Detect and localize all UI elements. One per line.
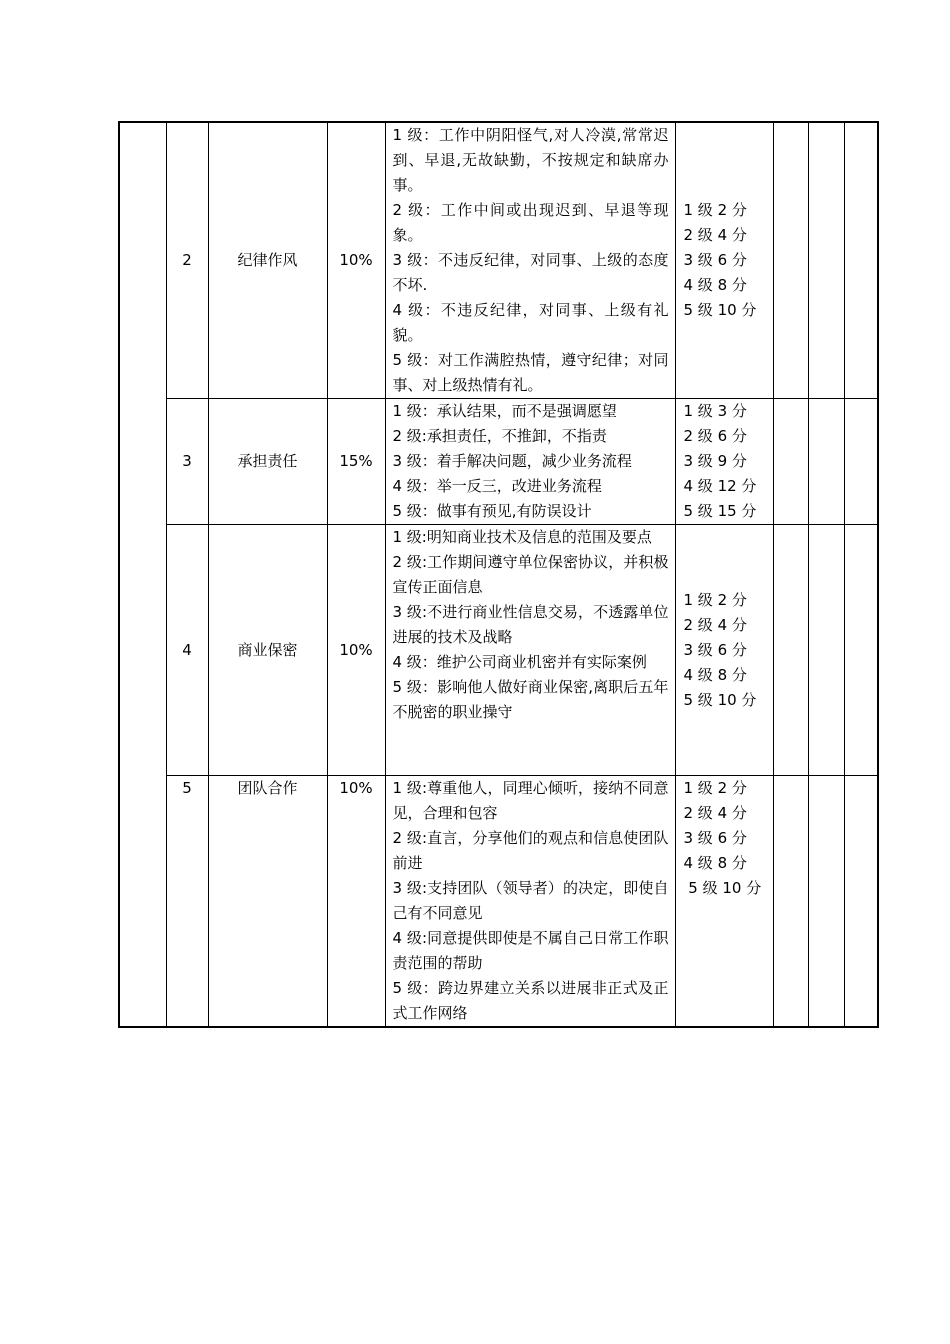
level-description: 1 级：承认结果，而不是强调愿望 xyxy=(392,402,617,420)
blank-cell xyxy=(808,525,844,776)
item-name: 承担责任 xyxy=(208,399,327,525)
blank-cell xyxy=(844,776,878,1028)
level-description: 2 级:工作期间遵守单位保密协议，并积极宣传正面信息 xyxy=(392,553,669,596)
level-description: 3 级:支持团队（领导者）的决定，即使自己有不同意见 xyxy=(392,879,669,922)
evaluation-table xyxy=(118,121,879,1028)
level-score: 4 级 8 分 xyxy=(683,665,747,684)
level-score: 3 级 9 分 xyxy=(683,452,747,470)
item-number: 3 xyxy=(166,399,208,525)
level-description: 4 级:同意提供即使是不属自己日常工作职责范围的帮助 xyxy=(392,929,669,972)
level-scores xyxy=(675,776,773,1028)
level-descriptions xyxy=(385,399,675,525)
blank-cell xyxy=(773,776,808,1028)
level-description: 3 级：不违反纪律，对同事、上级的态度不坏. xyxy=(392,251,669,294)
blank-cell xyxy=(773,525,808,776)
blank-cell xyxy=(808,776,844,1028)
level-score: 4 级 8 分 xyxy=(683,854,747,872)
blank-cell xyxy=(844,399,878,525)
level-description: 2 级:承担责任，不推卸，不指责 xyxy=(392,427,607,445)
level-score: 5 级 15 分 xyxy=(683,502,757,520)
category-cell xyxy=(119,122,166,1027)
item-name: 团队合作 xyxy=(208,776,327,1028)
level-description: 3 级:不进行商业性信息交易，不透露单位进展的技术及战略 xyxy=(392,603,669,646)
level-description: 4 级：不违反纪律，对同事、上级有礼貌。 xyxy=(392,301,669,344)
blank-cell xyxy=(773,399,808,525)
blank-cell xyxy=(808,399,844,525)
blank-cell xyxy=(844,525,878,776)
level-scores xyxy=(675,525,773,776)
item-number: 4 xyxy=(166,525,208,776)
level-score: 1 级 2 分 xyxy=(683,590,747,609)
level-score: 1 级 2 分 xyxy=(683,779,747,797)
item-weight: 15% xyxy=(327,399,385,525)
blank-cell xyxy=(844,122,878,399)
item-weight: 10% xyxy=(327,525,385,776)
level-description: 1 级:尊重他人，同理心倾听，接纳不同意见，合理和包容 xyxy=(392,779,669,822)
level-score: 3 级 6 分 xyxy=(683,251,747,269)
level-descriptions xyxy=(385,525,675,776)
level-descriptions xyxy=(385,122,675,399)
blank-cell xyxy=(808,122,844,399)
level-description: 1 级：工作中阴阳怪气,对人冷漠,常常迟到、早退,无故缺勤，不按规定和缺席办事。 xyxy=(392,126,669,194)
level-score: 2 级 4 分 xyxy=(683,804,747,822)
level-description: 5 级：做事有预见,有防误设计 xyxy=(392,502,592,520)
level-score: 5 级 10 分 xyxy=(683,301,757,319)
level-description: 2 级:直言，分享他们的观点和信息使团队前进 xyxy=(392,829,669,872)
level-score: 4 级 12 分 xyxy=(683,477,757,495)
level-scores xyxy=(675,399,773,525)
level-description: 4 级：维护公司商业机密并有实际案例 xyxy=(392,653,647,671)
level-score: 5 级 10 分 xyxy=(683,690,757,709)
level-description: 5 级：影响他人做好商业保密,离职后五年不脱密的职业操守 xyxy=(392,678,669,721)
level-description: 5 级：跨边界建立关系以进展非正式及正式工作网络 xyxy=(392,979,669,1022)
level-score: 2 级 6 分 xyxy=(683,427,747,445)
level-description: 1 级:明知商业技术及信息的范围及要点 xyxy=(392,528,652,546)
level-description: 2 级：工作中间或出现迟到、早退等现象。 xyxy=(392,201,669,244)
level-score: 3 级 6 分 xyxy=(683,829,747,847)
level-score: 4 级 8 分 xyxy=(683,276,747,294)
item-number: 5 xyxy=(166,776,208,1028)
item-name: 纪律作风 xyxy=(208,122,327,399)
table-row xyxy=(119,122,878,399)
level-score: 3 级 6 分 xyxy=(683,640,747,659)
level-score: 1 级 3 分 xyxy=(683,402,747,420)
level-description: 5 级：对工作满腔热情，遵守纪律；对同事、对上级热情有礼。 xyxy=(392,351,669,394)
item-name: 商业保密 xyxy=(208,525,327,776)
item-weight: 10% xyxy=(327,122,385,399)
level-description: 3 级：着手解决问题，减少业务流程 xyxy=(392,452,632,470)
item-weight: 10% xyxy=(327,776,385,1028)
blank-cell xyxy=(773,122,808,399)
table-row xyxy=(119,399,878,525)
level-score: 2 级 4 分 xyxy=(683,615,747,634)
table-row xyxy=(119,776,878,1028)
item-number: 2 xyxy=(166,122,208,399)
level-score: 1 级 2 分 xyxy=(683,201,747,219)
table-row xyxy=(119,525,878,776)
level-scores xyxy=(675,122,773,399)
level-score: 2 级 4 分 xyxy=(683,226,747,244)
level-descriptions xyxy=(385,776,675,1028)
level-description: 4 级：举一反三，改进业务流程 xyxy=(392,477,602,495)
level-score: 5 级 10 分 xyxy=(683,879,762,897)
